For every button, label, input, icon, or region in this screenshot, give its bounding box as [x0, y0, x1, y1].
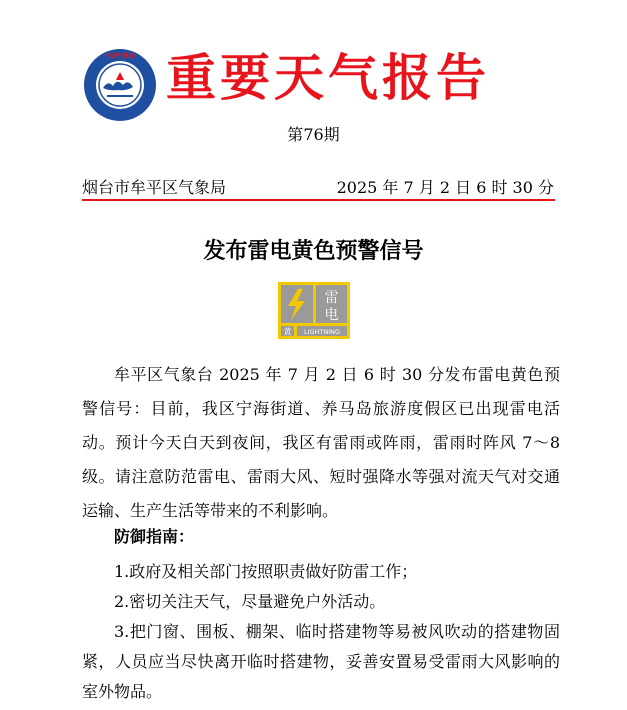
issue-suffix: 期	[323, 125, 340, 144]
china-meteorological-administration-logo	[83, 48, 157, 122]
guide-item: 1.政府及相关部门按照职责做好防雷工作；	[114, 562, 418, 581]
issue-number-value: 76	[303, 125, 324, 144]
issue-datetime: 2025 年 7 月 2 日 6 时 30 分	[336, 178, 554, 197]
svg-text:中国气象局: 中国气象局	[104, 53, 136, 60]
guide-title: 防御指南：	[114, 527, 195, 546]
report-title: 重要天气报告	[166, 48, 490, 107]
guide-item: 3.把门窗、围板、棚架、临时搭建物等易被风吹动的搭建物固紧，人员应当尽快离开临时搭建物，妥善安置易受雷雨大风影响的室外物品。	[82, 622, 560, 701]
warning-body-text: 牟平区气象台 2025 年 7 月 2 日 6 时 30 分发布雷电黄色预警信号：目前，我区宁海街道、养马岛旅游度假区已出现雷电活动。预计今天白天到夜间，我区有雷雨或阵雨，雷雨时阵风 7～8 级。请注意防范雷电、雷雨大风、短时强降水等强对流天气对交通运输、生产生活等带来的不利影响。	[82, 365, 560, 520]
guide-list	[82, 557, 560, 707]
issuing-agency: 烟台市牟平区气象局	[82, 178, 227, 197]
guide-item: 2.密切关注天气，尽量避免户外活动。	[114, 592, 386, 611]
signal-english-label: LIGHTNING	[303, 328, 341, 336]
lightning-yellow-warning-icon	[278, 282, 350, 339]
signal-level-char: 黄	[283, 327, 292, 337]
warning-headline: 发布雷电黄色预警信号	[203, 238, 424, 264]
signal-char-top: 雷	[324, 290, 339, 306]
issue-number	[0, 125, 627, 145]
red-divider	[82, 199, 555, 201]
issue-prefix: 第	[287, 125, 304, 144]
signal-char-bottom: 电	[324, 307, 339, 323]
